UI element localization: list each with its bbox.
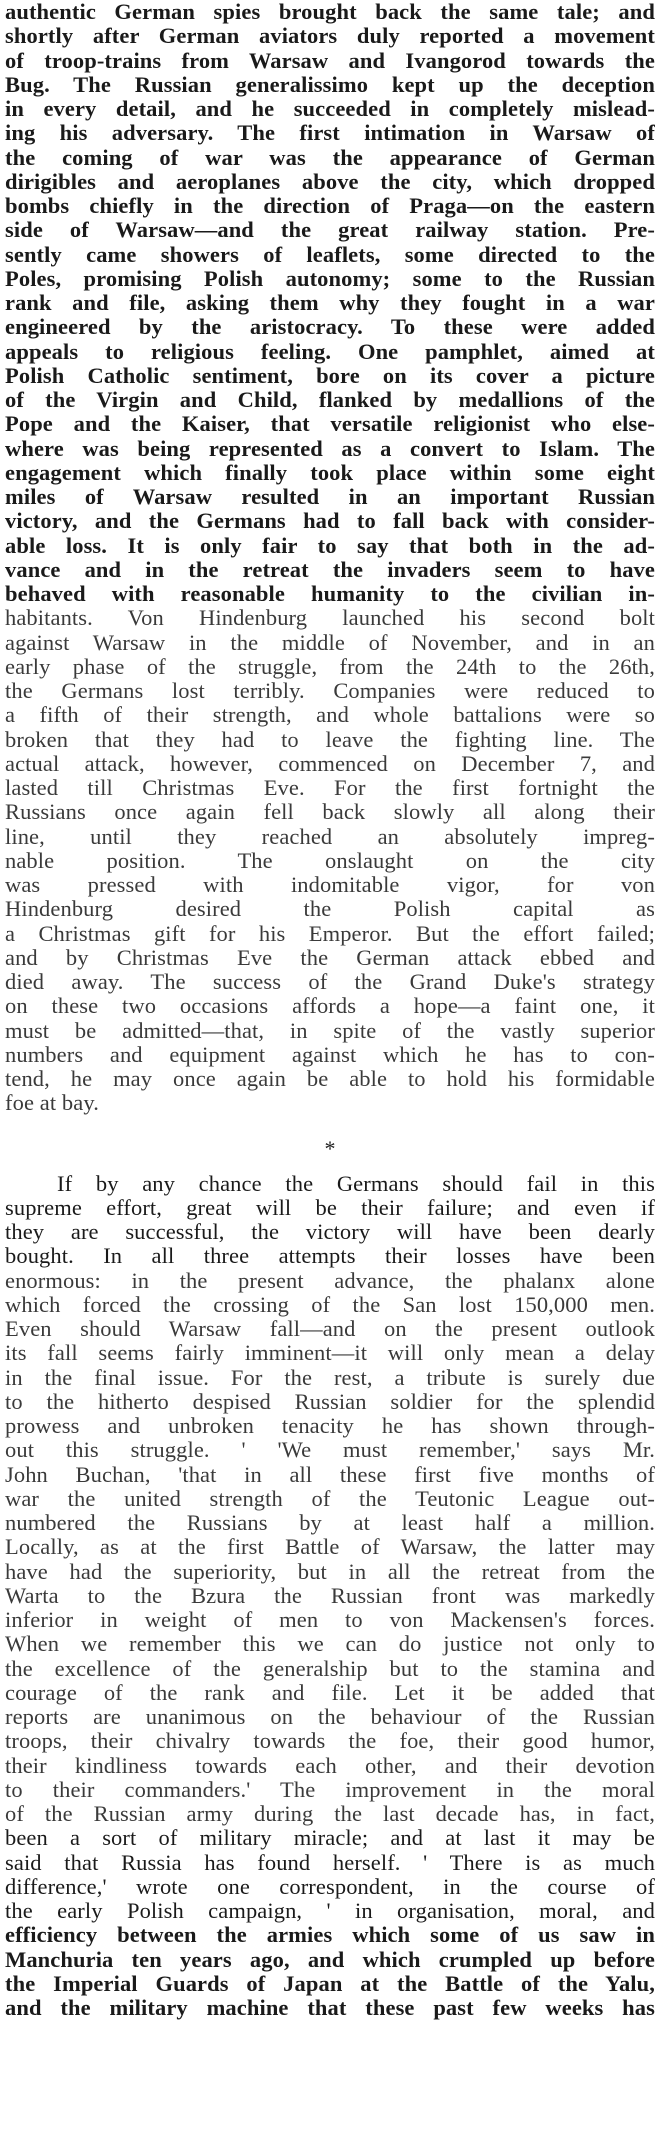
text-line: on these two occasions affords a hope—a faint one, it [5, 994, 655, 1019]
text-line: died away. The success of the Grand Duke's strategy [5, 970, 655, 994]
text-line: in every detail, and he succeeded in completely mislead- [5, 97, 655, 121]
text-line: to the hitherto despised Russian soldier for the splendid [5, 1389, 655, 1414]
text-line: and the military machine that these past few weeks has [5, 1996, 655, 2020]
paragraph-1 [5, 0, 655, 1116]
text-line: must be admitted—that, in spite of the vastly superior [5, 1018, 655, 1043]
text-line: victory, and the Germans had to fall back with consider- [5, 509, 655, 534]
text-line: of the Virgin and Child, flanked by medallions of the [5, 388, 655, 412]
text-line: against Warsaw in the middle of November, and in an [5, 630, 655, 655]
text-line: the Imperial Guards of Japan at the Battle of the Yalu, [5, 1971, 655, 1996]
text-line: foe at bay. [5, 1091, 99, 1116]
text-line: When we remember this we can do justice not only to [5, 1632, 655, 1657]
text-line: to their commanders.' The improvement in the moral [5, 1777, 655, 1802]
text-line: Even should Warsaw fall—and on the present outlook [5, 1317, 655, 1341]
text-line: John Buchan, 'that in all these first five months of [5, 1462, 655, 1487]
text-line: actual attack, however, commenced on December 7, and [5, 751, 655, 776]
text-line: lasted till Christmas Eve. For the first fortnight the [5, 776, 655, 800]
text-line: Hindenburg desired the Polish capital as [5, 897, 655, 922]
text-line: line, until they reached an absolutely impreg- [5, 824, 655, 849]
text-line: miles of Warsaw resulted in an important Russian [5, 485, 655, 509]
text-line: Bug. The Russian generalissimo kept up the deception [5, 72, 655, 97]
text-line: the Germans lost terribly. Companies were reduced to [5, 679, 655, 703]
text-line: been a sort of military miracle; and at last it may be [5, 1826, 655, 1851]
text-line: they are successful, the victory will have been dearly [5, 1220, 655, 1244]
text-line: of troop-trains from Warsaw and Ivangorod towards the [5, 48, 655, 73]
text-line: in the final issue. For the rest, a tribute is surely due [5, 1365, 655, 1390]
article-body [5, 0, 655, 2020]
text-line: where was being represented as a convert to Islam. The [5, 436, 655, 461]
text-line: authentic German spies brought back the same tale; and [5, 0, 655, 24]
text-line: out this struggle. ' 'We must remember,' says Mr. [5, 1438, 655, 1463]
text-line: sently came showers of leaflets, some directed to the [5, 242, 655, 267]
text-line: early phase of the struggle, from the 24th to the 26th, [5, 654, 655, 679]
text-line: which forced the crossing of the San lost 150,000 men. [5, 1292, 655, 1317]
text-line: war the united strength of the Teutonic League out- [5, 1486, 655, 1511]
text-line: a fifth of their strength, and whole battalions were so [5, 703, 655, 728]
text-line: ing his adversary. The first intimation in Warsaw of [5, 121, 655, 146]
text-line: a Christmas gift for his Emperor. But the effort failed; [5, 921, 655, 946]
text-line: Warta to the Bzura the Russian front was markedly [5, 1583, 655, 1608]
text-line: vance and in the retreat the invaders seem to have [5, 557, 655, 582]
text-line: supreme effort, great will be their failure; and even if [5, 1195, 655, 1220]
text-line: Manchuria ten years ago, and which crumpled up before [5, 1947, 655, 1972]
text-line: difference,' wrote one correspondent, in the course of [5, 1874, 655, 1899]
text-line: bombs chiefly in the direction of Praga—on the eastern [5, 194, 655, 218]
text-line: courage of the rank and file. Let it be added that [5, 1680, 655, 1705]
text-line: was pressed with indomitable vigor, for von [5, 873, 655, 897]
text-line: and by Christmas Eve the German attack ebbed and [5, 945, 655, 970]
text-line: Locally, as at the first Battle of Warsaw, the latter may [5, 1535, 655, 1560]
text-line: habitants. Von Hindenburg launched his second bolt [5, 606, 655, 631]
text-line: prowess and unbroken tenacity he has shown through- [5, 1414, 655, 1438]
text-line: said that Russia has found herself. ' There is as much [5, 1850, 655, 1875]
text-line: Pope and the Kaiser, that versatile religionist who else- [5, 412, 655, 437]
text-line: the excellence of the generalship but to the stamina and [5, 1656, 655, 1681]
text-line: broken that they had to leave the fighting line. The [5, 727, 655, 752]
text-line: If by any chance the Germans should fail in this [57, 1171, 655, 1196]
text-line: dirigibles and aeroplanes above the city, which dropped [5, 169, 655, 194]
text-line: appeals to religious feeling. One pamphlet, aimed at [5, 339, 655, 364]
text-line: of the Russian army during the last decade has, in fact, [5, 1802, 655, 1826]
text-line: the coming of war was the appearance of German [5, 145, 655, 170]
text-line: the early Polish campaign, ' in organisation, moral, and [5, 1899, 655, 1923]
text-line: inferior in weight of men to von Mackensen's forces. [5, 1608, 655, 1632]
text-line: able loss. It is only fair to say that both in the ad- [5, 533, 655, 558]
text-line: engineered by the aristocracy. To these were added [5, 315, 655, 340]
text-line: have had the superiority, but in all the retreat from the [5, 1559, 655, 1584]
paragraph-2 [5, 1172, 655, 2021]
text-line: enormous: in the present advance, the phalanx alone [5, 1268, 655, 1293]
text-line: efficiency between the armies which some of us saw in [5, 1923, 655, 1948]
text-line: their kindliness towards each other, and their devotion [5, 1753, 655, 1778]
text-line: Poles, promising Polish autonomy; some to the Russian [5, 266, 655, 291]
text-line: reports are unanimous on the behaviour of the Russian [5, 1705, 655, 1729]
text-line: its fall seems fairly imminent—it will only mean a delay [5, 1341, 655, 1366]
text-line: Polish Catholic sentiment, bore on its cover a picture [5, 363, 655, 388]
text-line: tend, he may once again be able to hold his formidable [5, 1067, 655, 1091]
text-line: numbered the Russians by at least half a million. [5, 1511, 655, 1535]
text-line: troops, their chivalry towards the foe, their good humor, [5, 1729, 655, 1754]
text-line: Russians once again fell back slowly all along their [5, 800, 655, 825]
text-line: side of Warsaw—and the great railway station. Pre- [5, 218, 655, 243]
text-line: nable position. The onslaught on the city [5, 848, 655, 873]
text-line: shortly after German aviators duly reported a movement [5, 24, 655, 49]
text-line: behaved with reasonable humanity to the civilian in- [5, 582, 655, 606]
section-separator: * [324, 1135, 336, 1161]
text-line: bought. In all three attempts their losses have been [5, 1244, 655, 1269]
text-line: rank and file, asking them why they fought in a war [5, 291, 655, 315]
text-line: engagement which finally took place within some eight [5, 460, 655, 485]
text-line: numbers and equipment against which he has to con- [5, 1042, 655, 1067]
